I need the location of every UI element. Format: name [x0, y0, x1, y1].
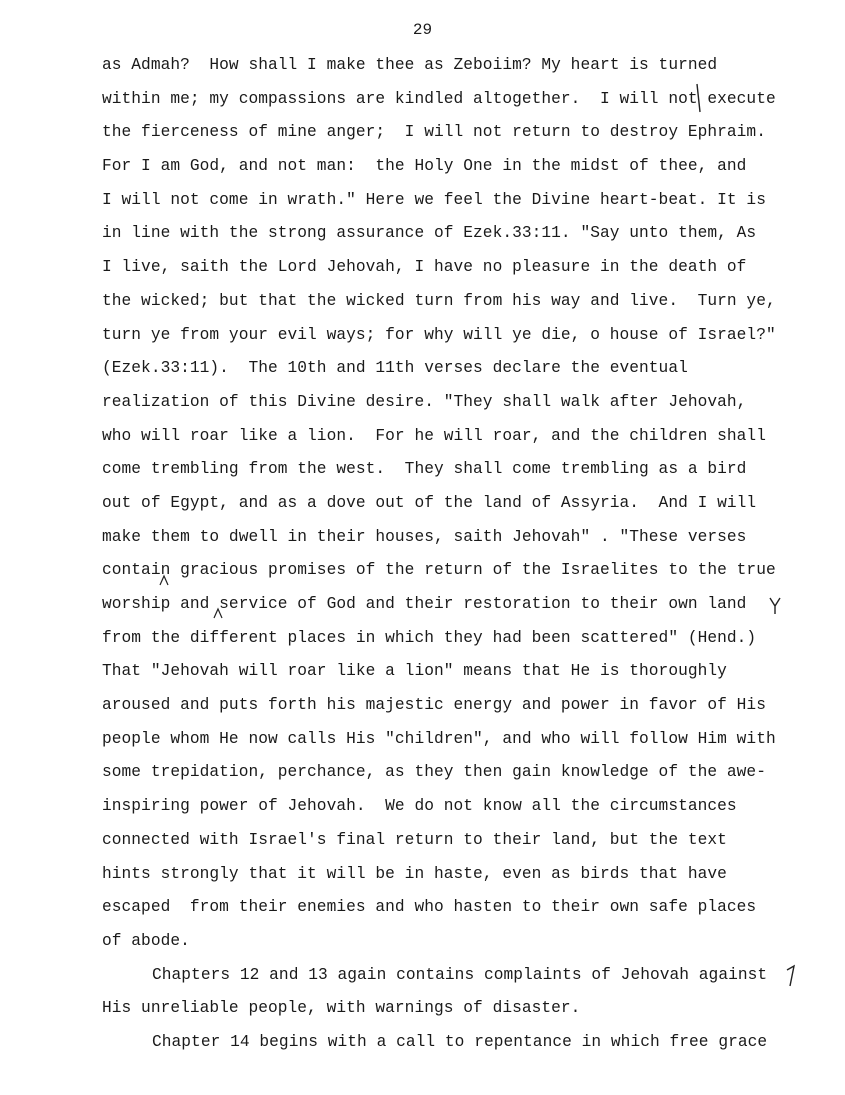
text-line: (Ezek.33:11). The 10th and 11th verses declare the eventual: [102, 359, 688, 378]
text-line: Chapter 14 begins with a call to repentance in which free grace: [152, 1032, 768, 1051]
text-line: the fierceness of mine anger; I will not return to destroy Ephraim.: [102, 123, 766, 142]
text-line: escaped from their enemies and who hasten to their own safe places: [102, 898, 757, 917]
text-line: I live, saith the Lord Jehovah, I have no pleasure in the death of: [102, 258, 747, 277]
text-line: For I am God, and not man: the Holy One in the midst of thee, and: [102, 157, 747, 176]
paragraph-1: [102, 54, 822, 964]
text-line: people whom He now calls His "children", and who will follow Him with: [102, 729, 776, 748]
text-line: turn ye from your evil ways; for why will ye die, o house of Israel?": [102, 325, 776, 344]
text-line: some trepidation, perchance, as they then gain knowledge of the awe-: [102, 763, 766, 782]
text-line: inspiring power of Jehovah. We do not know all the circumstances: [102, 797, 737, 816]
text-line: out of Egypt, and as a dove out of the land of Assyria. And I will: [102, 493, 757, 512]
text-line: who will roar like a lion. For he will roar, and the children shall: [102, 426, 766, 445]
body-text: [102, 54, 822, 1065]
text-line: That "Jehovah will roar like a lion" means that He is thoroughly: [102, 662, 727, 681]
text-line: worship and service of God and their restoration to their own land: [102, 595, 747, 613]
text-line: within me; my compassions are kindled altogether. I will not execute: [102, 89, 776, 108]
text-line: come trembling from the west. They shall come trembling as a bird: [102, 460, 747, 479]
text-line: as Admah? How shall I make thee as Zeboiim? My heart is turned: [102, 56, 718, 74]
text-line: of abode.: [102, 931, 190, 950]
page-number: 29: [412, 21, 433, 39]
text-line: make them to dwell in their houses, saith Jehovah" . "These verses: [102, 527, 747, 546]
text-line: His unreliable people, with warnings of disaster.: [102, 999, 581, 1018]
text-line: I will not come in wrath." Here we feel the Divine heart-beat. It is: [102, 190, 766, 209]
text-line: connected with Israel's final return to their land, but the text: [102, 830, 727, 849]
text-line: contain gracious promises of the return of the Israelites to the true: [102, 561, 776, 580]
paragraph-3: [102, 1031, 822, 1065]
text-line: from the different places in which they had been scattered" (Hend.): [102, 628, 757, 647]
text-line: hints strongly that it will be in haste, even as birds that have: [102, 864, 727, 883]
paragraph-2: [102, 964, 822, 1031]
text-line: the wicked; but that the wicked turn from his way and live. Turn ye,: [102, 291, 776, 310]
text-line: Chapters 12 and 13 again contains complaints of Jehovah against: [152, 965, 768, 984]
text-line: aroused and puts forth his majestic energy and power in favor of His: [102, 696, 766, 715]
text-line: realization of this Divine desire. "They shall walk after Jehovah,: [102, 392, 747, 411]
text-line: in line with the strong assurance of Ezek.33:11. "Say unto them, As: [102, 224, 757, 243]
